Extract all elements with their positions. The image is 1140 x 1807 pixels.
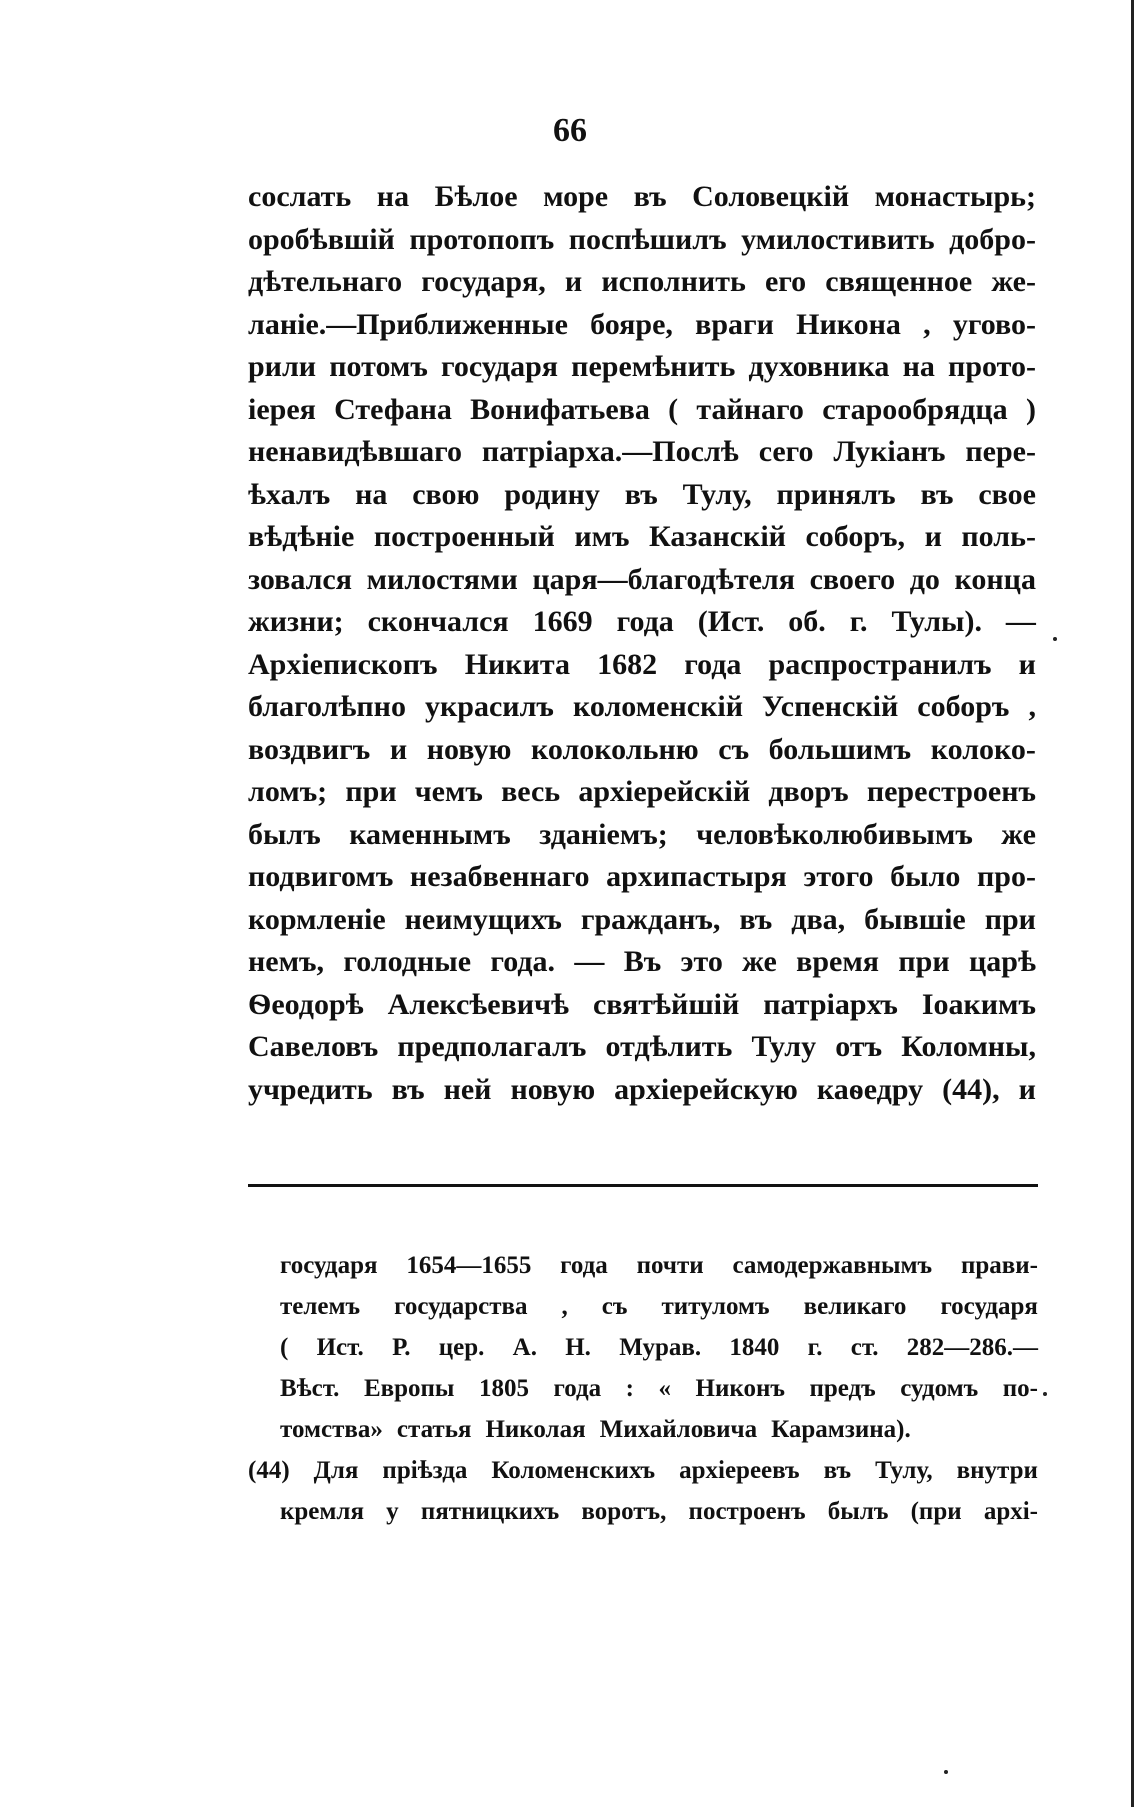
text-line: благолѣпно украсилъ коломенскій Успенскій соборъ , [248, 690, 1036, 723]
footnote-line: кремля у пятницкихъ воротъ, построенъ былъ (при архі- [280, 1498, 1038, 1525]
text-line: жизни; скончался 1669 года (Ист. об. г. Тулы). — [248, 605, 1036, 638]
scan-edge-line [1131, 0, 1134, 1807]
text-line: оробѣвшій протопопъ поспѣшилъ умилостивить добро- [248, 222, 1036, 256]
footnote-line: Вѣст. Европы 1805 года : « Никонъ предъ судомъ по- [280, 1375, 1038, 1402]
scan-speck [1053, 637, 1057, 641]
text-line: ланіе.—Приближенные бояре, враги Никона , угово- [248, 307, 1036, 341]
scan-speck [944, 1770, 948, 1774]
text-line: ломъ; при чемъ весь архіерейскій дворъ перестроенъ [248, 775, 1036, 808]
footnotes [248, 1245, 1038, 1532]
text-line: немъ, голодные года. — Въ это же время при царѣ [248, 945, 1036, 978]
text-line: Архіепископъ Никита 1682 года распространилъ и [248, 647, 1036, 681]
text-line: Савеловъ предполагалъ отдѣлить Тулу отъ Коломны, [248, 1030, 1036, 1063]
footnote-line: (44) Для пріѣзда Коломенскихъ архіереевъ въ Тулу, внутри [248, 1457, 1038, 1484]
text-line: ненавидѣвшаго патріарха.—Послѣ сего Лукіанъ пере- [248, 435, 1036, 468]
footnote-divider [248, 1184, 1038, 1187]
text-line: ѣхалъ на свою родину въ Тулу, принялъ въ свое [248, 477, 1036, 511]
scan-speck [1043, 1392, 1047, 1396]
footnote-line: томства» статья Николая Михайловича Карамзина). [280, 1416, 911, 1443]
main-text [248, 176, 1036, 1111]
text-line: воздвигъ и новую колокольню съ большимъ колоко- [248, 732, 1036, 766]
text-line: былъ каменнымъ зданіемъ; человѣколюбивымъ же [248, 817, 1036, 851]
footnote-line: ( Ист. Р. цер. А. Н. Мурав. 1840 г. ст. 282—286.— [280, 1334, 1038, 1361]
text-line: рили потомъ государя перемѣнить духовника на прото- [248, 350, 1036, 383]
footnote-line: телемъ государства , съ титуломъ великаго государя [280, 1293, 1038, 1320]
text-line: подвигомъ незабвеннаго архипастыря этого было про- [248, 860, 1036, 893]
text-line: зовался милостями царя—благодѣтеля своего до конца [248, 562, 1036, 596]
text-line: Ѳеодорѣ Алексѣевичѣ святѣйшій патріархъ Іоакимъ [248, 987, 1036, 1021]
text-line: дѣтельнаго государя, и исполнить его священное же- [248, 265, 1036, 298]
footnote-line: государя 1654—1655 года почти самодержавнымъ прави- [280, 1252, 1038, 1279]
text-line: вѣдѣніе построенный имъ Казанскій соборъ, и поль- [248, 520, 1036, 553]
text-line: сослать на Бѣлое море въ Соловецкій монастырь; [248, 180, 1036, 213]
page-number: 66 [553, 112, 587, 149]
text-line: кормленіе неимущихъ гражданъ, въ два, бывшіе при [248, 902, 1036, 936]
text-line: учредить въ ней новую архіерейскую каѳедру (44), и [248, 1072, 1036, 1106]
text-line: іерея Стефана Вонифатьева ( тайнаго старообрядца ) [248, 392, 1036, 426]
